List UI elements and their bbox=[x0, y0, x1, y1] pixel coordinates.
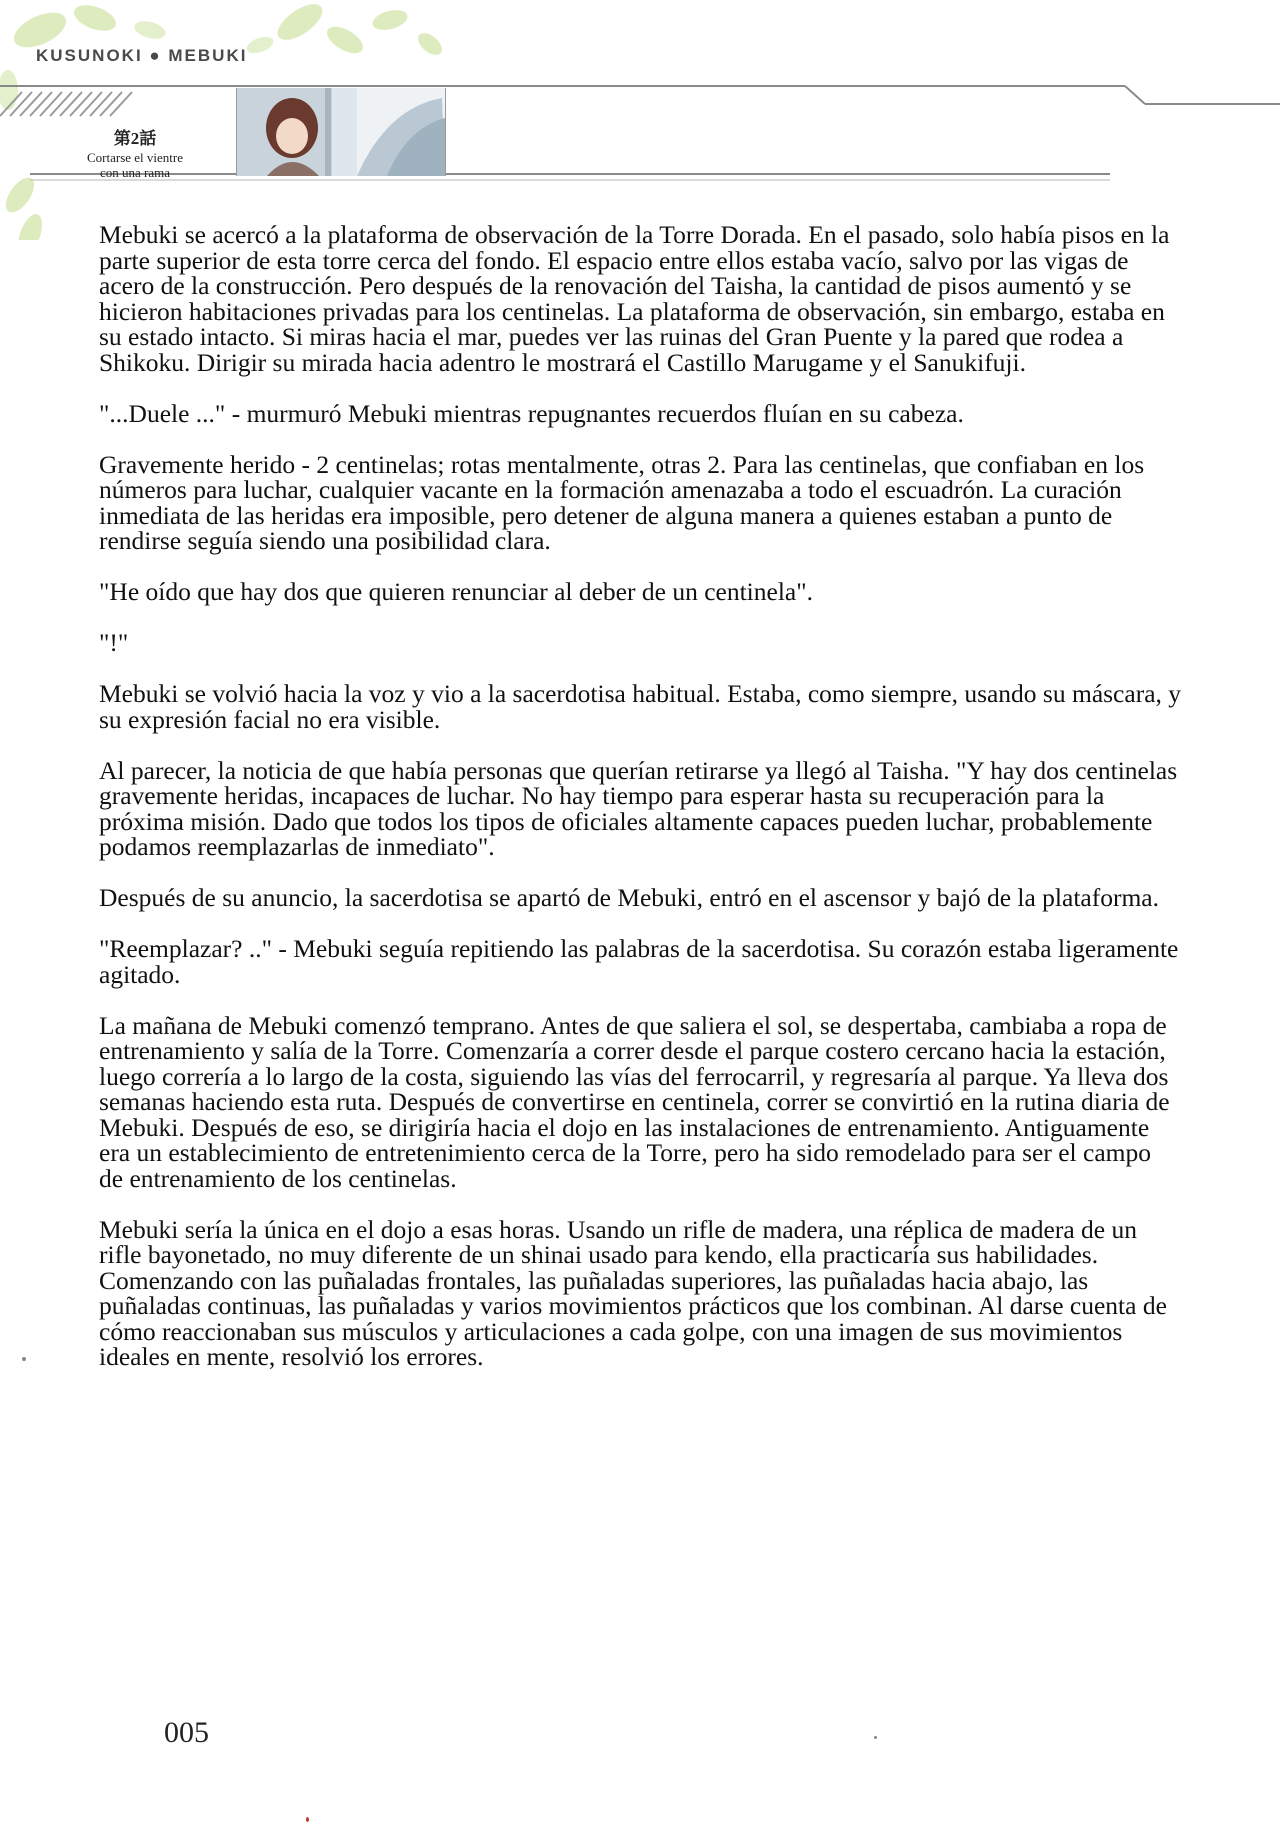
paragraph: Mebuki se acercó a la plataforma de observación de la Torre Dorada. En el pasado, solo había pisos en la parte superior de esta torre cerca del fondo. El espacio entre ellos estaba vacío, salvo por las vigas de acero de la construcción. Pero después de la renovación del Taisha, la cantidad de pisos aumentó y se hicieron habitaciones privadas para los centinelas. La plataforma de observación, sin embargo, estaba en su estado intacto. Si miras hacia el mar, puedes ver las ruinas del Gran Puente y la pared que rodea a Shikoku. Dirigir su mirada hacia adentro le mostrará el Castillo Marugame y el Sanukifuji. bbox=[99, 220, 1170, 377]
page-number: 005 bbox=[164, 1716, 209, 1749]
chapter-heading bbox=[60, 124, 210, 179]
scan-speck bbox=[22, 1357, 26, 1361]
series-title: KUSUNOKI ● MEBUKI bbox=[36, 46, 248, 65]
story-text bbox=[99, 222, 1181, 1395]
paragraph: Gravemente herido - 2 centinelas; rotas mentalmente, otras 2. Para las centinelas, que confiaban en los números para luchar, cualquier vacante en la formación amenazaba a todo el escuadrón. La curación inmediata de las heridas era imposible, pero detener de alguna manera a quienes estaban a punto de rendirse seguía siendo una posibilidad clara. bbox=[99, 449, 1145, 555]
scan-speck bbox=[306, 1817, 309, 1822]
paragraph: Mebuki sería la única en el dojo a esas horas. Usando un rifle de madera, una réplica de madera de un rifle bayonetado, no muy diferente de un shinai usado para kendo, ella practicaría sus habilidades. Comenzando con las puñaladas frontales, las puñaladas superiores, las puñaladas hacia abajo, las puñaladas continuas, las puñaladas y varios movimientos prácticos que los combinan. Al darse cuenta de cómo reaccionaban sus músculos y articulaciones a cada golpe, con una imagen de sus movimientos ideales en mente, resolvió los errores. bbox=[99, 1214, 1167, 1371]
scan-speck bbox=[874, 1736, 877, 1739]
paragraph: Después de su anuncio, la sacerdotisa se apartó de Mebuki, entró en el ascensor y bajó de la plataforma. bbox=[99, 883, 1159, 912]
paragraph: "He oído que hay dos que quieren renunciar al deber de un centinela". bbox=[99, 577, 813, 606]
paragraph: "!" bbox=[99, 628, 129, 657]
paragraph: "...Duele ..." - murmuró Mebuki mientras repugnantes recuerdos fluían en su cabeza. bbox=[99, 398, 964, 428]
paragraph: La mañana de Mebuki comenzó temprano. Antes de que saliera el sol, se despertaba, cambiaba a ropa de entrenamiento y salía de la Torre. Comenzaría a correr desde el parque costero cercano hacia la estación, luego correría a lo largo de la costa, siguiendo las vías del ferrocarril, y regresaría al parque. Ya lleva dos semanas haciendo esta ruta. Después de convertirse en centinela, correr se convirtió en la rutina diaria de Mebuki. Después de eso, se dirigiría hacia el dojo en las instalaciones de entrenamiento. Antiguamente era un establecimiento de entretenimiento cerca de la Torre, pero ha sido remodelado para ser el campo de entrenamiento de los centinelas. bbox=[99, 1010, 1170, 1193]
chapter-title-line2: con una rama bbox=[99, 165, 171, 180]
chapter-number: 第2話 bbox=[113, 129, 157, 148]
paragraph: Mebuki se volvió hacia la voz y vio a la sacerdotisa habitual. Estaba, como siempre, usando su máscara, y su expresión facial no era visible. bbox=[99, 679, 1182, 734]
chapter-title-line1: Cortarse el vientre bbox=[86, 150, 183, 165]
paragraph: Al parecer, la noticia de que había personas que querían retirarse ya llegó al Taisha. "Y hay dos centinelas gravemente heridas, incapaces de luchar. No hay tiempo para esperar hasta su recuperación para la próxima misión. Dado que todos los tipos de oficiales altamente capaces pueden luchar, probablemente podamos reemplazarlas de inmediato". bbox=[99, 755, 1178, 861]
paragraph: "Reemplazar? .." - Mebuki seguía repitiendo las palabras de la sacerdotisa. Su corazón estaba ligeramente agitado. bbox=[99, 934, 1179, 989]
chapter-illustration bbox=[236, 88, 446, 176]
